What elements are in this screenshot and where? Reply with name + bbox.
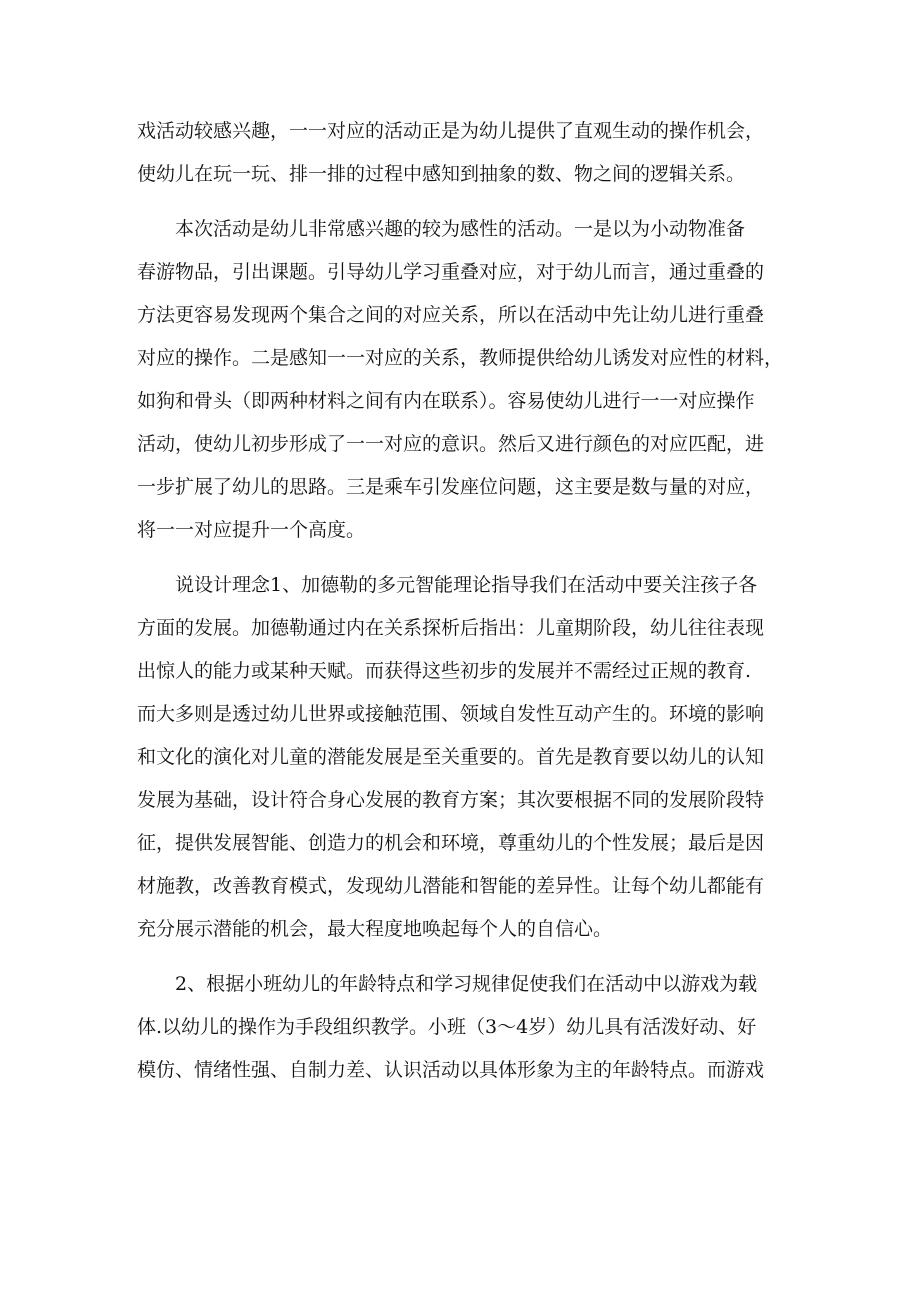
text-line: 方面的发展。加德勒通过内在关系探析后指出：儿童期阶段，幼儿往往表现 [137, 617, 765, 639]
text-line: 和文化的演化对儿童的潜能发展是至关重要的。首先是教育要以幼儿的认知 [137, 746, 765, 768]
text-line: 而大多则是透过幼儿世界或接触范围、领域自发性互动产生的。环境的影响 [137, 703, 765, 725]
paragraph [137, 208, 797, 552]
paragraph-gap [137, 951, 797, 963]
text-line: 戏活动较感兴趣，一一对应的活动正是为幼儿提供了直观生动的操作机会， [137, 120, 765, 142]
text-line: 模仿、情绪性强、自制力差、认识活动以具体形象为主的年龄特点。而游戏 [137, 1059, 765, 1081]
text-line: 说设计理念1、加德勒的多元智能理论指导我们在活动中要关注孩子各 [175, 574, 758, 596]
text-line: 征，提供发展智能、创造力的机会和环境，尊重幼儿的个性发展；最后是因 [137, 832, 765, 854]
paragraph [137, 963, 797, 1092]
paragraph [137, 110, 797, 196]
text-line: 本次活动是幼儿非常感兴趣的较为感性的活动。一是以为小动物准备 [175, 218, 746, 240]
paragraph-gap [137, 552, 797, 564]
paragraph-gap [137, 196, 797, 208]
text-line: 一步扩展了幼儿的思路。三是乘车引发座位问题，这主要是数与量的对应， [137, 476, 765, 498]
paragraph [137, 564, 797, 951]
text-line: 活动，使幼儿初步形成了一一对应的意识。然后又进行颜色的对应匹配，进 [137, 433, 765, 455]
text-line: 方法更容易发现两个集合之间的对应关系，所以在活动中先让幼儿进行重叠 [137, 304, 765, 326]
text-line: 使幼儿在玩一玩、排一排的过程中感知到抽象的数、物之间的逻辑关系。 [137, 163, 746, 185]
text-line: 体.以幼儿的操作为手段组织教学。小班（3～4岁）幼儿具有活泼好动、好 [137, 1016, 757, 1038]
text-line: 充分展示潜能的机会，最大程度地唤起每个人的自信心。 [137, 918, 613, 940]
text-line: 发展为基础，设计符合身心发展的教育方案；其次要根据不同的发展阶段特 [137, 789, 765, 811]
text-line: 如狗和骨头（即两种材料之间有内在联系）。容易使幼儿进行一一对应操作 [137, 390, 755, 412]
text-line: 对应的操作。二是感知一一对应的关系，教师提供给幼儿诱发对应性的材料， [137, 347, 784, 369]
text-line: 将一一对应提升一个高度。 [137, 519, 366, 541]
document-body [137, 110, 797, 1092]
text-line: 出惊人的能力或某种天赋。而获得这些初步的发展并不需经过正规的教育. [137, 660, 752, 682]
text-line: 2、根据小班幼儿的年龄特点和学习规律促使我们在活动中以游戏为载 [175, 973, 758, 995]
text-line: 春游物品，引出课题。引导幼儿学习重叠对应，对于幼儿而言，通过重叠的 [137, 261, 765, 283]
text-line: 材施教，改善教育模式，发现幼儿潜能和智能的差异性。让每个幼儿都能有 [137, 875, 765, 897]
